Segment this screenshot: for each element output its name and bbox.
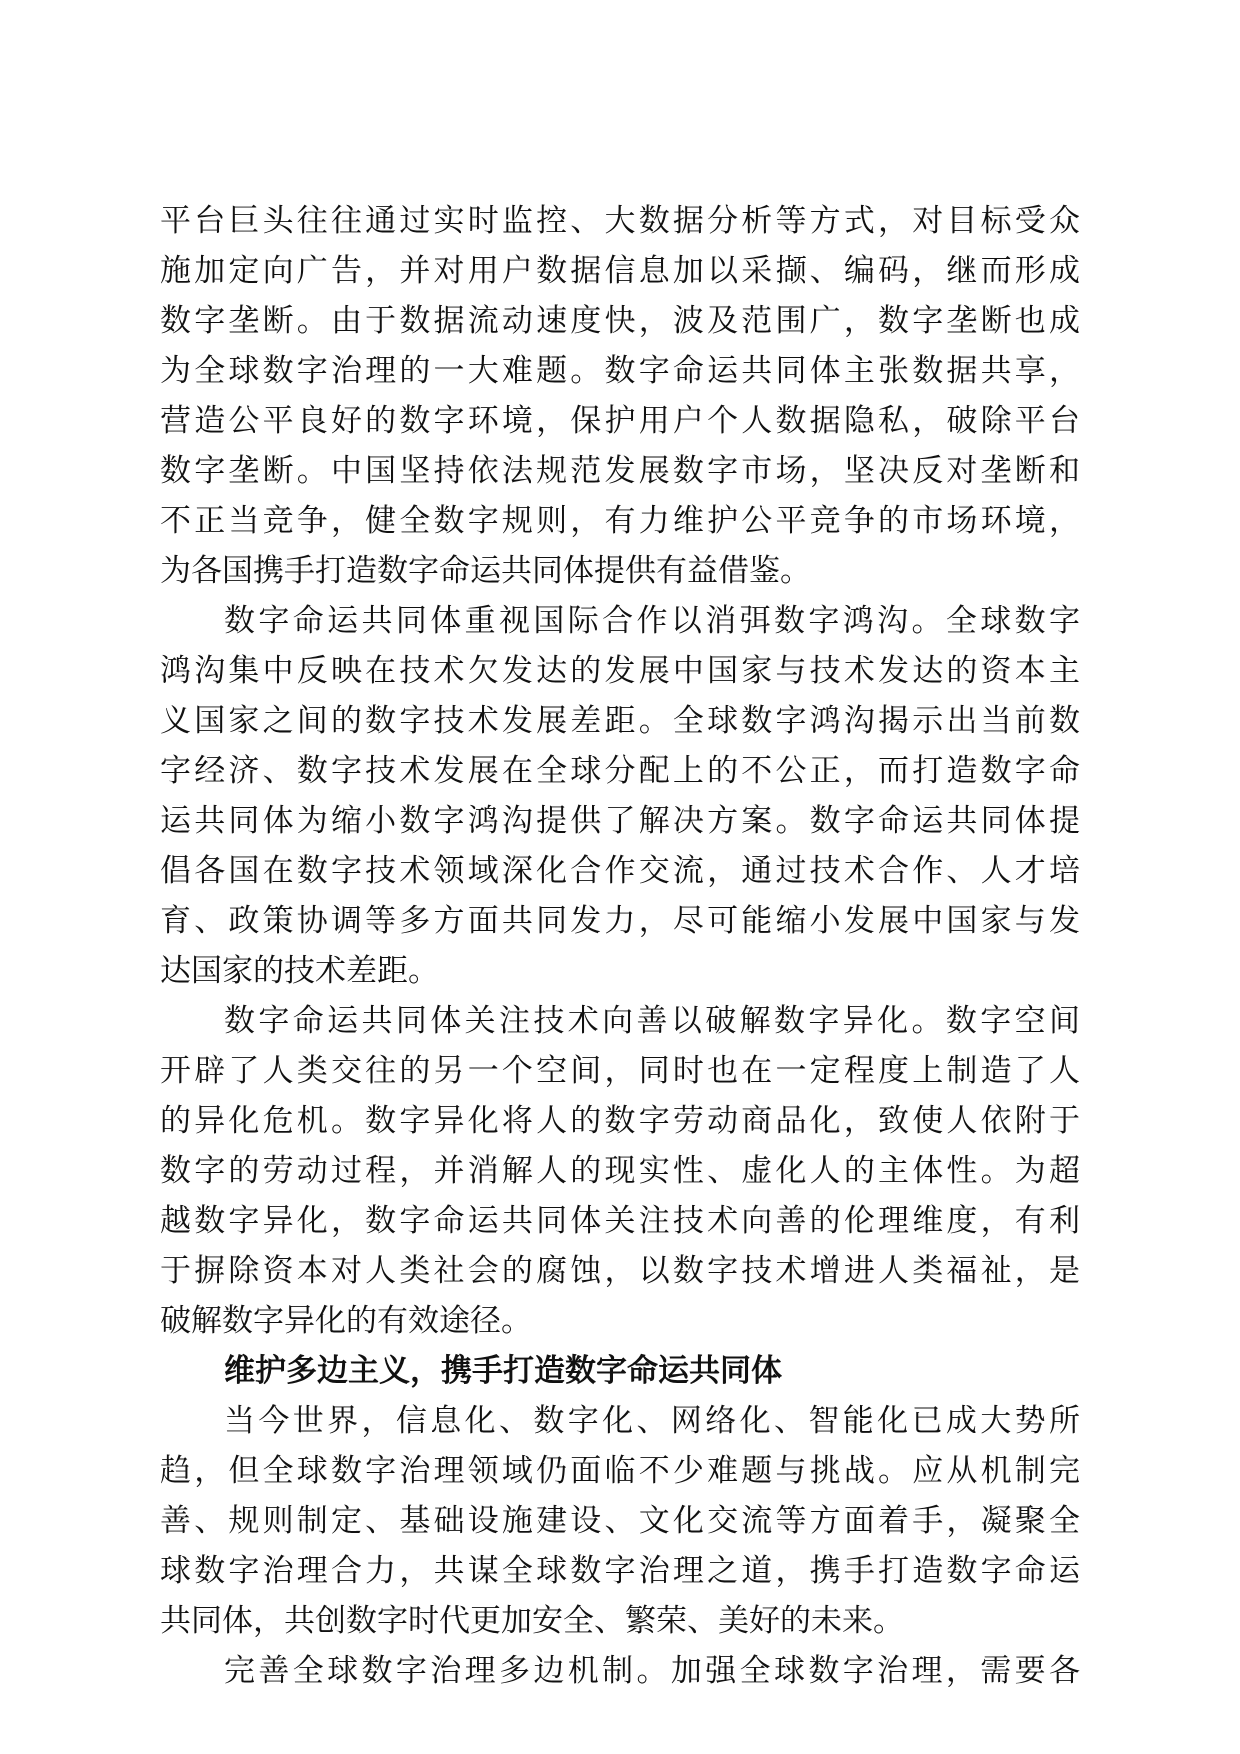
document-body: [160, 196, 1080, 1696]
text-line: 数字垄断。中国坚持依法规范发展数字市场，坚决反对垄断和: [160, 453, 1080, 489]
text-line: 共同体，共创数字时代更加安全、繁荣、美好的未来。: [160, 1603, 904, 1639]
text-line: 数字垄断。由于数据流动速度快，波及范围广，数字垄断也成: [160, 303, 1080, 339]
section-heading: 维护多边主义，携手打造数字命运共同体: [224, 1353, 782, 1389]
text-line: 善、规则制定、基础设施建设、文化交流等方面着手，凝聚全: [160, 1503, 1080, 1539]
text-line: 为全球数字治理的一大难题。数字命运共同体主张数据共享，: [160, 353, 1080, 389]
text-line: 平台巨头往往通过实时监控、大数据分析等方式，对目标受众: [160, 203, 1080, 239]
text-line: 不正当竞争，健全数字规则，有力维护公平竞争的市场环境，: [160, 503, 1080, 539]
text-line: 倡各国在数字技术领域深化合作交流，通过技术合作、人才培: [160, 853, 1080, 889]
text-line: 为各国携手打造数字命运共同体提供有益借鉴。: [160, 553, 811, 589]
text-line: 字经济、数字技术发展在全球分配上的不公正，而打造数字命: [160, 753, 1080, 789]
text-line: 达国家的技术差距。: [160, 953, 439, 989]
paragraph-start-line: 数字命运共同体关注技术向善以破解数字异化。数字空间: [224, 1003, 1080, 1039]
text-line: 运共同体为缩小数字鸿沟提供了解决方案。数字命运共同体提: [160, 803, 1080, 839]
text-line: 球数字治理合力，共谋全球数字治理之道，携手打造数字命运: [160, 1553, 1080, 1589]
text-line: 育、政策协调等多方面共同发力，尽可能缩小发展中国家与发: [160, 903, 1080, 939]
text-line: 营造公平良好的数字环境，保护用户个人数据隐私，破除平台: [160, 403, 1080, 439]
paragraph-start-line: 完善全球数字治理多边机制。加强全球数字治理，需要各: [224, 1653, 1080, 1689]
paragraph-start-line: 当今世界，信息化、数字化、网络化、智能化已成大势所: [224, 1403, 1080, 1439]
text-line: 施加定向广告，并对用户数据信息加以采撷、编码，继而形成: [160, 253, 1080, 289]
text-line: 趋，但全球数字治理领域仍面临不少难题与挑战。应从机制完: [160, 1453, 1080, 1489]
text-line: 义国家之间的数字技术发展差距。全球数字鸿沟揭示出当前数: [160, 703, 1080, 739]
text-line: 于摒除资本对人类社会的腐蚀，以数字技术增进人类福祉，是: [160, 1253, 1080, 1289]
text-line: 数字的劳动过程，并消解人的现实性、虚化人的主体性。为超: [160, 1153, 1080, 1189]
text-line: 开辟了人类交往的另一个空间，同时也在一定程度上制造了人: [160, 1053, 1080, 1089]
text-line: 的异化危机。数字异化将人的数字劳动商品化，致使人依附于: [160, 1103, 1080, 1139]
text-line: 鸿沟集中反映在技术欠发达的发展中国家与技术发达的资本主: [160, 653, 1080, 689]
text-line: 破解数字异化的有效途径。: [160, 1303, 532, 1339]
text-line: 越数字异化，数字命运共同体关注技术向善的伦理维度，有利: [160, 1203, 1080, 1239]
paragraph-start-line: 数字命运共同体重视国际合作以消弭数字鸿沟。全球数字: [224, 603, 1080, 639]
